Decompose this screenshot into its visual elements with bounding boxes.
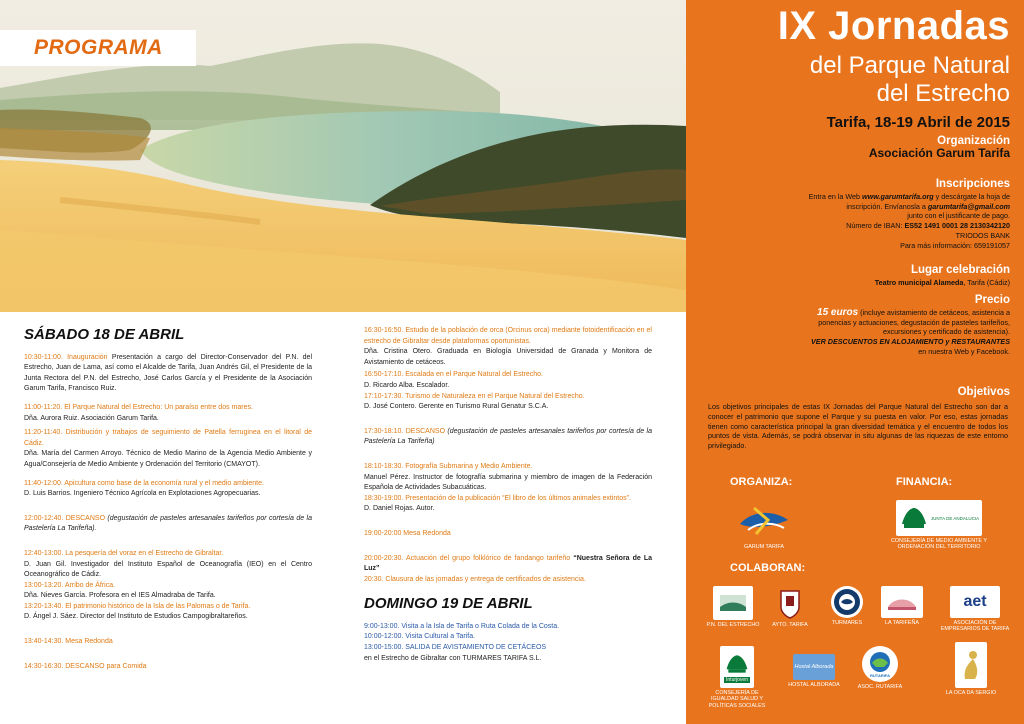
organizacion-block: [710, 137, 1010, 159]
entry-desc: Dña. Cristina Otero. Graduada en Biología Universidad de Granada y Monitora de Avistamiento de cetáceos.: [364, 348, 652, 366]
entry-desc: D. Ángel J. Sáez. Director del Instituto de Estudios Campogibraltareños.: [24, 613, 248, 621]
program-column-afternoon: [364, 326, 652, 664]
program-entry: [24, 549, 312, 581]
junta-andalucia-icon: [899, 504, 929, 532]
entry-time: 18:10-18:30. Fotografía Submarina y Medio Ambiente.: [364, 462, 533, 470]
program-entry: [364, 370, 652, 391]
event-subtitle-2: del Estrecho: [876, 80, 1010, 107]
program-entry: [24, 602, 312, 623]
event-title: IX Jornadas: [777, 4, 1010, 48]
day-title-saturday: SÁBADO 18 DE ABRIL: [24, 326, 185, 343]
program-entry: [24, 428, 312, 470]
lugar-heading: Lugar celebración: [910, 264, 1010, 276]
sponsor-logos: [696, 470, 1016, 720]
entry-desc: Presentación a cargo del Director-Conservador del P.N. del Estrecho, Juan de Lama, así como el Alcalde de Tarifa, Juan Andrés Gil, el Presidente de la Junta Rectora del P.N. del Estrecho, José Carlos García y el Presidente de la Asociación Garum Tarifa, Francisco Ruiz.: [24, 353, 313, 393]
entry-desc: D. Daniel Rojas. Autor.: [364, 505, 435, 513]
rutarifa-logo: RUTARIFA ASOC. RUTARIFA: [852, 646, 908, 690]
aet-logo: aet ASOCIACIÓN DE EMPRESARIOS DE TARIFA: [934, 586, 1016, 633]
program-entry: [24, 637, 312, 648]
entry-time: 10:00-12:00. Visita Cultural a Tarifa.: [364, 633, 476, 641]
program-entry: [364, 326, 652, 368]
organizacion-heading: Organización: [937, 135, 1010, 147]
turmares-logo: TURMARES: [822, 586, 872, 626]
venue-name: Teatro municipal Alameda: [874, 277, 964, 287]
entry-desc: D. Ricardo Alba. Escalador.: [364, 381, 450, 389]
objetivos-heading-block: [710, 388, 1010, 400]
hostal-alborada-logo: Hostal Alborada HOSTAL ALBORADA: [784, 654, 844, 688]
objetivos-text: Los objetivos principales de estas IX Jornadas del Parque Natural del Estrecho son dar a conocer el patrimonio que supone el Parque y su puesta en valor. Por eso, estas jornadas tienen como característica principal la gran diversidad temática y el encuentro de todos los puntos de vista. Además, se podrá observar in situ algunas de las riquezas de este entorno privilegiado.: [708, 402, 1008, 451]
info-panel: [686, 0, 1024, 724]
entry-group-name: “Nuestra Señora de La Luz”: [364, 554, 652, 573]
place-date: Tarifa, 18-19 Abril de 2015: [826, 114, 1010, 131]
iban-value: ES52 1491 0001 28 2130342120: [904, 221, 1010, 231]
whale-icon: [832, 587, 862, 617]
entry-time: 12:40-13:00. La pesquería del voraz en el Estrecho de Gibraltar.: [24, 549, 224, 557]
entry-time: 16:50-17:10. Escalada en el Parque Natural del Estrecho.: [364, 371, 544, 379]
entry-time: 11:40-12:00. Apicultura como base de la economía rural y el medio ambiente.: [24, 479, 264, 487]
entry-time: 11:20-11:40. Distribución y trabajos de seguimiento de Patella ferruginea en el litoral de Cádiz.: [24, 429, 312, 447]
la-oca-logo: LA OCA DA SERGIO: [938, 642, 1004, 696]
entry-time: 13:40-14:30. Mesa Redonda: [24, 638, 113, 646]
ayto-tarifa-logo: AYTO. TARIFA: [762, 586, 818, 628]
event-subtitle-1: del Parque Natural: [809, 52, 1010, 79]
lugar-block: Lugar celebración Teatro municipal Alameda, Tarifa (Cádiz): [710, 266, 1010, 288]
junta-medio-ambiente-logo: JUNTA DE ANDALUCIA CONSEJERÍA DE MEDIO AMBIENTE Y ORDENACIÓN DEL TERRITORIO: [874, 500, 1004, 551]
map-icon: [866, 651, 894, 673]
financia-heading: FINANCIA:: [896, 476, 953, 488]
programa-badge: [0, 30, 196, 66]
day-title-sunday: DOMINGO 19 DE ABRIL: [364, 595, 533, 613]
garum-logo: GARUM TARIFA: [734, 500, 794, 550]
precio-block: Precio 15 euros (incluye avistamiento de cetáceos, asistencia a ponencias y actuaciones, degustación de pasteles tarifeños, excursiones y certificado de asistencia). VER DESCUENTOS EN ALOJAMIENTO y RESTAURANTES en nuestra Web y Facebook.: [710, 296, 1010, 357]
pastry-shop-icon: [884, 589, 920, 615]
program-entry: [364, 554, 652, 575]
organiza-heading: ORGANIZA:: [730, 476, 793, 488]
entry-desc: Dña. Aurora Ruiz. Asociación Garum Tarifa.: [24, 414, 159, 422]
entry-time: 14:30-16:30. DESCANSO para Comida: [24, 662, 147, 670]
program-entry: [364, 529, 652, 540]
program-entry: [364, 575, 652, 586]
program-entry: [364, 462, 652, 494]
program-entry: [24, 662, 312, 673]
entry-time: 13:00-13:20. Arribo de África.: [24, 581, 116, 589]
junta-andalucia-icon: [724, 651, 750, 677]
price-amount: 15 euros: [817, 306, 859, 318]
entry-desc: D. Juan Gil. Investigador del Instituto Español de Oceanografía (IEO) en el Centro Oceanográfico de Cádiz.: [24, 560, 312, 579]
entry-desc: D. José Contero. Gerente en Turismo Rural Genatur S.C.A.: [364, 403, 549, 411]
entry-desc: (degustación de pasteles artesanales tarifeños por cortesía de la Pastelería La Tarifeña).: [24, 514, 312, 533]
discounts-note: VER DESCUENTOS EN ALOJAMIENTO y RESTAURANTES: [810, 337, 1010, 347]
garum-fish-icon: [734, 500, 794, 542]
entry-time: 17:10-17:30. Turismo de Naturaleza en el Parque Natural del Estrecho.: [364, 392, 585, 400]
la-tarifena-logo: LA TARIFEÑA: [876, 586, 928, 626]
entry-desc: D. Luis Barrios. Ingeniero Técnico Agrícola en Explotaciones Agropecuarias.: [24, 490, 261, 498]
colaboran-heading: COLABORAN:: [730, 562, 806, 574]
entry-time: 17:30-18:10. DESCANSO: [364, 427, 446, 435]
objetivos-heading: Objetivos: [957, 386, 1010, 398]
inscripciones-block: Inscripciones Entra en la Web www.garumtarifa.org y descárgate la hoja de inscripción. Envíanosla a garumtarifa@gmail.com junto con el justificante de pago. Número de IBAN: ES52 1491 0001 28 2130342120 TRIODOS BANK Para más información: 659191057: [710, 180, 1010, 251]
entry-time: 18:30-19:00. Presentación de la publicación “El libro de los últimos animales extintos”.: [364, 494, 631, 502]
entry-desc: en el Estrecho de Gibraltar con TURMARES TARIFA S.L.: [364, 654, 542, 662]
pn-estrecho-icon: [718, 591, 748, 615]
program-entry: [364, 494, 652, 515]
pn-estrecho-logo: P.N. DEL ESTRECHO: [704, 586, 762, 628]
program-entry: [24, 403, 312, 424]
program-entry: [24, 514, 312, 535]
entry-time: 16:30-16:50. Estudio de la población de orca (Orcinus orca) mediante fotoidentificación en el estrecho de Gibraltar desde plataformas oportunistas.: [364, 327, 652, 345]
web-link[interactable]: www.garumtarifa.org: [862, 191, 934, 201]
program-entry: [24, 353, 312, 395]
entry-time: 11:00-11:20. El Parque Natural del Estrecho: Un paraíso entre dos mares.: [24, 403, 253, 411]
program-entry: [364, 427, 652, 448]
entry-time: 10:30-11:00. Inauguración: [24, 353, 108, 361]
entry-desc: Dña. Nieves García. Profesora en el IES Almadraba de Tarifa.: [24, 592, 216, 600]
entry-time: 20:00-20:30. Actuación del grupo folklórico de fandango tarifeño: [364, 554, 571, 562]
program-column-saturday: [24, 326, 312, 680]
program-entry: [24, 581, 312, 602]
goose-icon: [959, 645, 983, 685]
entry-time: 9:00-13:00. Visita a la Isla de Tarifa o Ruta Colada de la Costa.: [364, 622, 560, 630]
entry-desc: Manuel Pérez. Instructor de fotografía submarina y miembro de imagen de la Federación Española de Actividades Subacuáticas.: [364, 473, 652, 492]
email-link[interactable]: garumtarifa@gmail.com: [927, 201, 1010, 211]
inscripciones-heading: Inscripciones: [935, 178, 1010, 190]
program-entry: [24, 479, 312, 500]
programa-label: PROGRAMA: [34, 36, 163, 59]
entry-time: 12:00-12:40. DESCANSO: [24, 514, 106, 522]
precio-heading: Precio: [974, 294, 1010, 306]
landscape-watercolor: [0, 0, 686, 312]
entry-desc: Dña. María del Carmen Arroyo. Técnico de Medio Marino de la Agencia Medio Ambiente y Agua/Consejería de Medio Ambiente y Ordenación del Territorio (CMAYOT).: [24, 450, 312, 468]
entry-desc: (degustación de pasteles artesanales tarifeños por cortesía de la Pastelería La Tarifeña): [364, 427, 652, 446]
program-entry: [364, 622, 652, 664]
entry-time: 13:00-15:00. SALIDA DE AVISTAMIENTO DE CETÁCEOS: [364, 644, 547, 652]
entry-time: 19:00-20:00 Mesa Redonda: [364, 529, 451, 537]
organizer-name: Asociación Garum Tarifa: [868, 145, 1010, 160]
entry-time: 20:30. Clausura de las jornadas y entrega de certificados de asistencia.: [364, 575, 586, 583]
entry-time: 13:20-13:40. El patrimonio histórico de la Isla de las Palomas o de Tarifa.: [24, 602, 251, 610]
inturjoven-logo: Inturjoven CONSEJERÍA DE IGUALDAD SALUD Y POLÍTICAS SOCIALES: [704, 646, 770, 709]
program-section: [0, 312, 686, 724]
program-entry: [364, 392, 652, 413]
coat-of-arms-icon: [779, 587, 801, 619]
